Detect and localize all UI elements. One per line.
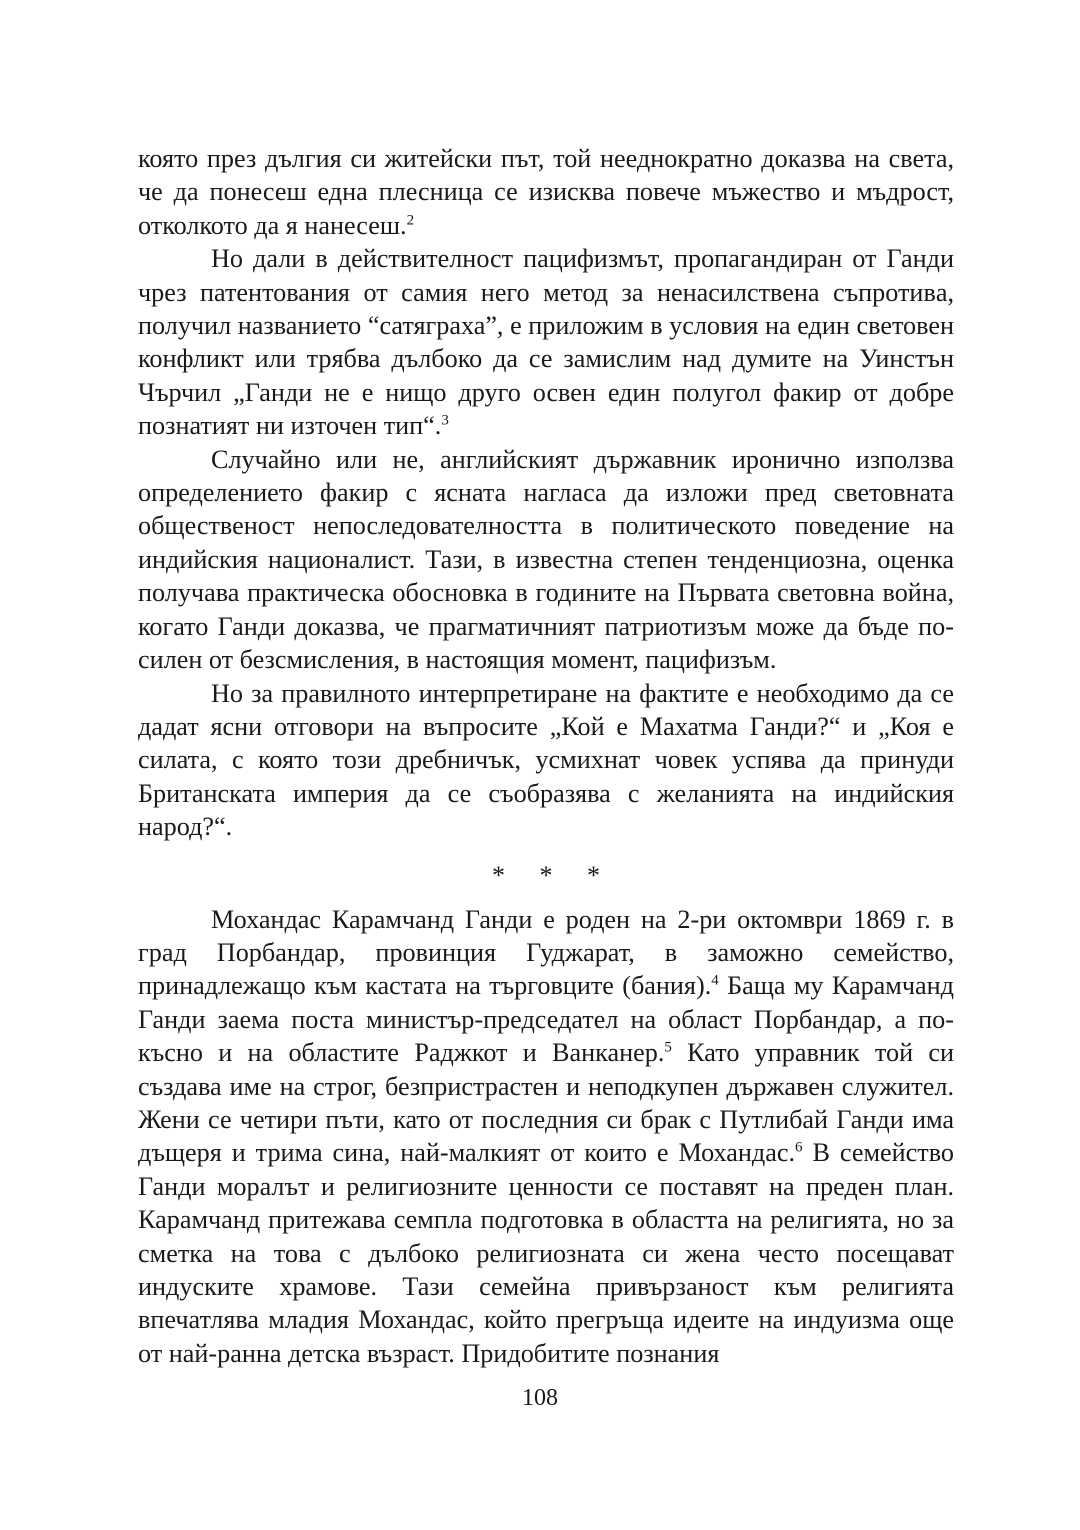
footnote-marker[interactable]: 5 xyxy=(664,1039,672,1056)
paragraph-5-text-part-2: Баща му Карамчанд Ганди заема поста министър-председател на област Порбандар, а по-късно и на областите Раджкот и Ванканер. xyxy=(138,971,954,1068)
paragraph-1 xyxy=(138,142,954,242)
paragraph-4 xyxy=(138,677,954,844)
paragraph-2-text: Но дали в действителност пацифизмът, пропагандиран от Ганди чрез патентования от самия него метод за ненасилствена съпротивa, получил названието “сатяграха”, е приложим в условия на един световен конфликт или трябва дълбоко да се замислим над думите на Уинстън Чърчил „Ганди не е нищо друго освен един полугол факир от добре познатият ни източен тип“. xyxy=(138,244,954,441)
paragraph-3 xyxy=(138,443,954,677)
paragraph-4-text: Но за правилното интерпретиране на фактите е необходимо да се дадат ясни отговори на въпросите „Кой е Махатма Ганди?“ и „Коя е силата, с която този дребничък, усмихнат човек успява да принуди Британската империя да се съобразява с желанията на индийския народ?“. xyxy=(138,678,954,842)
page-number: 108 xyxy=(522,1385,558,1411)
footnote-marker[interactable]: 2 xyxy=(406,212,415,229)
footnote-marker[interactable]: 4 xyxy=(711,973,719,990)
paragraph-5-text-part-4: В семейство Ганди моралът и религиозните ценности се поставят на преден план. Карамчанд притежава семпла подготовка в областта на религията, но за сметка на това с дълбоко религиозната си жена често посещават индуските храмове. Тази семейна привързаност към религията впечатлява младия Мохандас, който прегръща идеите на индуизма още от най-ранна детска възраст. Придобитите познания xyxy=(138,1138,954,1368)
page-body xyxy=(138,142,954,1370)
paragraph-5-text-part-3: Като управник той си създава име на строг, безпристрастен и неподкупен държавен служител. Жени се четири пъти, като от последния си брак с Путлибай Ганди има дъщеря и трима сина, най-малкият от които е Мохандас. xyxy=(138,1038,954,1168)
section-separator: * * * xyxy=(492,860,614,890)
footnote-marker[interactable]: 6 xyxy=(795,1140,803,1157)
paragraph-5 xyxy=(138,903,954,1371)
paragraph-2 xyxy=(138,242,954,442)
paragraph-5-text-part-1: Мохандас Карамчанд Ганди е роден на 2-ри октомври 1869 г. в град Порбандар, провинция Гуджарат, в заможно семейство, принадлежащо към кастата на търговците (бания). xyxy=(138,904,954,1001)
footnote-marker[interactable]: 3 xyxy=(441,412,449,429)
paragraph-3-text: Случайно или не, английският държавник иронично използва определението факир с ясната нагласа да изложи пред световната общественост непоследователността в политическото поведение на индийския националист. Тази, в известна степен тенденциозна, оценка получава практическа обосновка в годините на Първата световна война, когато Ганди доказва, че прагматичният патриотизъм може да бъде по-силен от безсмисления, в настоящия момент, пацифизъм. xyxy=(138,444,954,675)
paragraph-1-text: която през дългия си житейски път, той нееднократно доказва на света, че да понесеш една плесница се изисква повече мъжество и мъдрост, отколкото да я нанесеш. xyxy=(138,144,954,240)
